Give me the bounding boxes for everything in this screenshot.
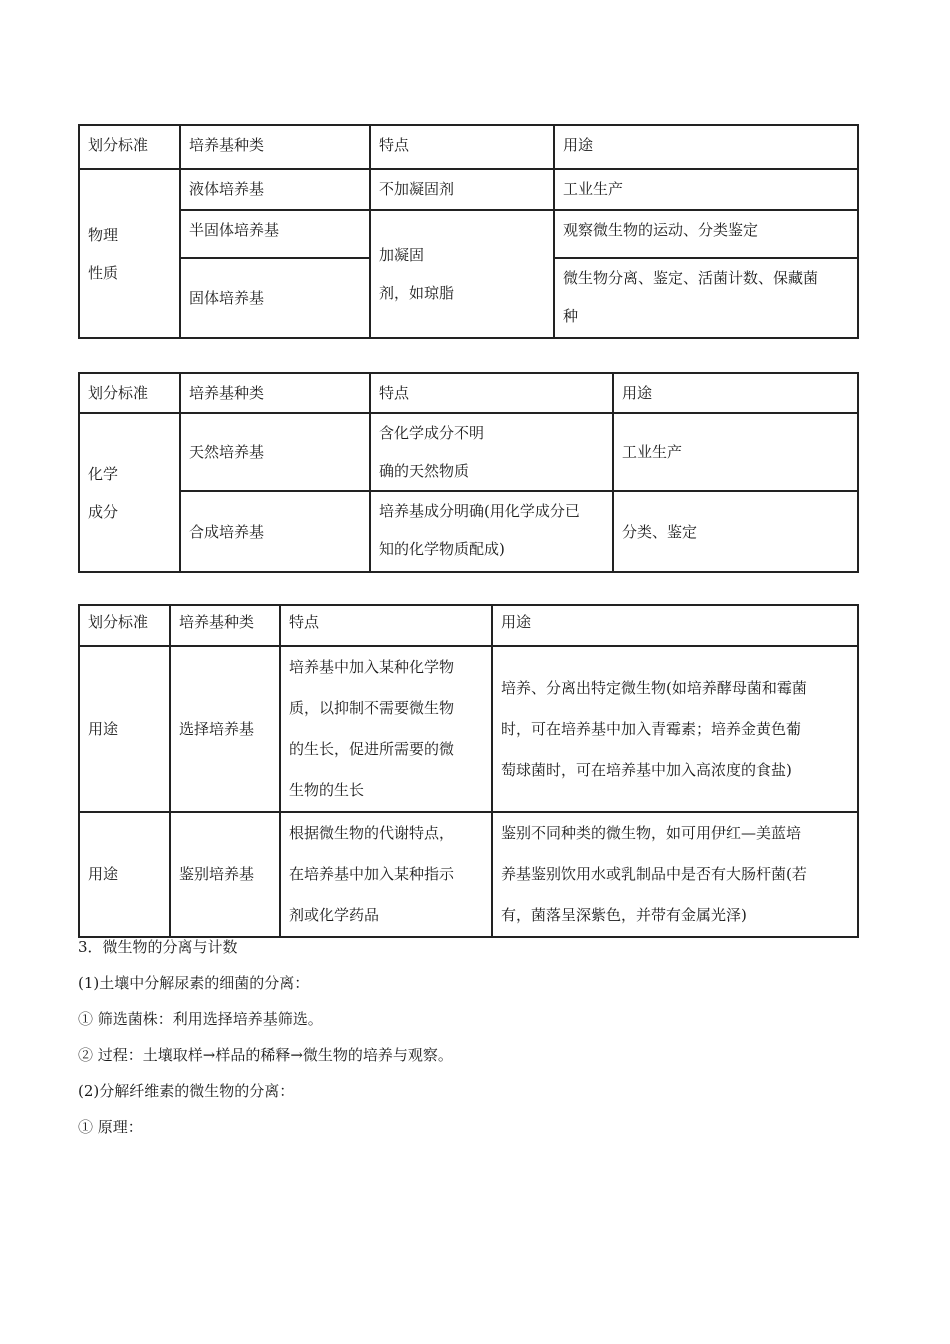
medium-type-cell: 天然培养基 [180,413,370,491]
header-medium-type: 培养基种类 [170,605,280,646]
paragraph: (1)土壤中分解尿素的细菌的分离： [78,974,310,992]
header-use: 用途 [492,605,858,646]
feature-cell: 培养基中加入某种化学物 质，以抑制不需要微生物 的生长，促进所需要的微 生物的生长 [280,646,492,812]
table-header-row [79,373,858,413]
use-cell: 工业生产 [554,169,858,210]
medium-type-cell: 固体培养基 [180,258,370,338]
table-row [79,210,858,258]
header-criterion: 划分标准 [79,373,180,413]
table-purpose [78,604,859,938]
criterion-cell: 用途 [79,646,170,812]
use-cell: 微生物分离、鉴定、活菌计数、保藏菌 种 [554,258,858,338]
feature-cell: 加凝固 剂，如琼脂 [370,210,554,338]
medium-type-cell: 鉴别培养基 [170,812,280,937]
table-row [79,812,858,937]
header-use: 用途 [613,373,858,413]
header-criterion: 划分标准 [79,125,180,169]
table-chemical-composition [78,372,859,573]
feature-cell: 不加凝固剂 [370,169,554,210]
table-row [79,646,858,812]
table-row [79,169,858,210]
medium-type-cell: 液体培养基 [180,169,370,210]
header-criterion: 划分标准 [79,605,170,646]
header-feature: 特点 [370,373,613,413]
table-row [79,413,858,491]
table-header-row [79,605,858,646]
medium-type-cell: 合成培养基 [180,491,370,572]
feature-cell: 培养基成分明确(用化学成分已 知的化学物质配成) [370,491,613,572]
medium-type-cell: 半固体培养基 [180,210,370,258]
paragraph: ① 筛选菌株：利用选择培养基筛选。 [78,1010,323,1028]
criterion-cell: 物理 性质 [79,169,180,338]
table-row [79,491,858,572]
paragraph: (2)分解纤维素的微生物的分离： [78,1082,295,1100]
table-physical-properties [78,124,859,339]
header-use: 用途 [554,125,858,169]
header-feature: 特点 [370,125,554,169]
feature-cell: 含化学成分不明 确的天然物质 [370,413,613,491]
use-cell: 鉴别不同种类的微生物，如可用伊红—美蓝培 养基鉴别饮用水或乳制品中是否有大肠杆菌(若 有，菌落呈深紫色，并带有金属光泽) [492,812,858,937]
header-medium-type: 培养基种类 [180,125,370,169]
criterion-cell: 化学 成分 [79,413,180,572]
paragraph: ① 原理： [78,1118,143,1136]
paragraph: ② 过程：土壤取样→样品的稀释→微生物的培养与观察。 [78,1046,453,1064]
use-cell: 分类、鉴定 [613,491,858,572]
header-medium-type: 培养基种类 [180,373,370,413]
table-header-row [79,125,858,169]
header-feature: 特点 [280,605,492,646]
use-cell: 工业生产 [613,413,858,491]
feature-cell: 根据微生物的代谢特点， 在培养基中加入某种指示 剂或化学药品 [280,812,492,937]
use-cell: 培养、分离出特定微生物(如培养酵母菌和霉菌 时，可在培养基中加入青霉素；培养金黄色葡 萄球菌时，可在培养基中加入高浓度的食盐) [492,646,858,812]
use-cell: 观察微生物的运动、分类鉴定 [554,210,858,258]
medium-type-cell: 选择培养基 [170,646,280,812]
section-heading: 3．微生物的分离与计数 [78,938,238,956]
criterion-cell: 用途 [79,812,170,937]
